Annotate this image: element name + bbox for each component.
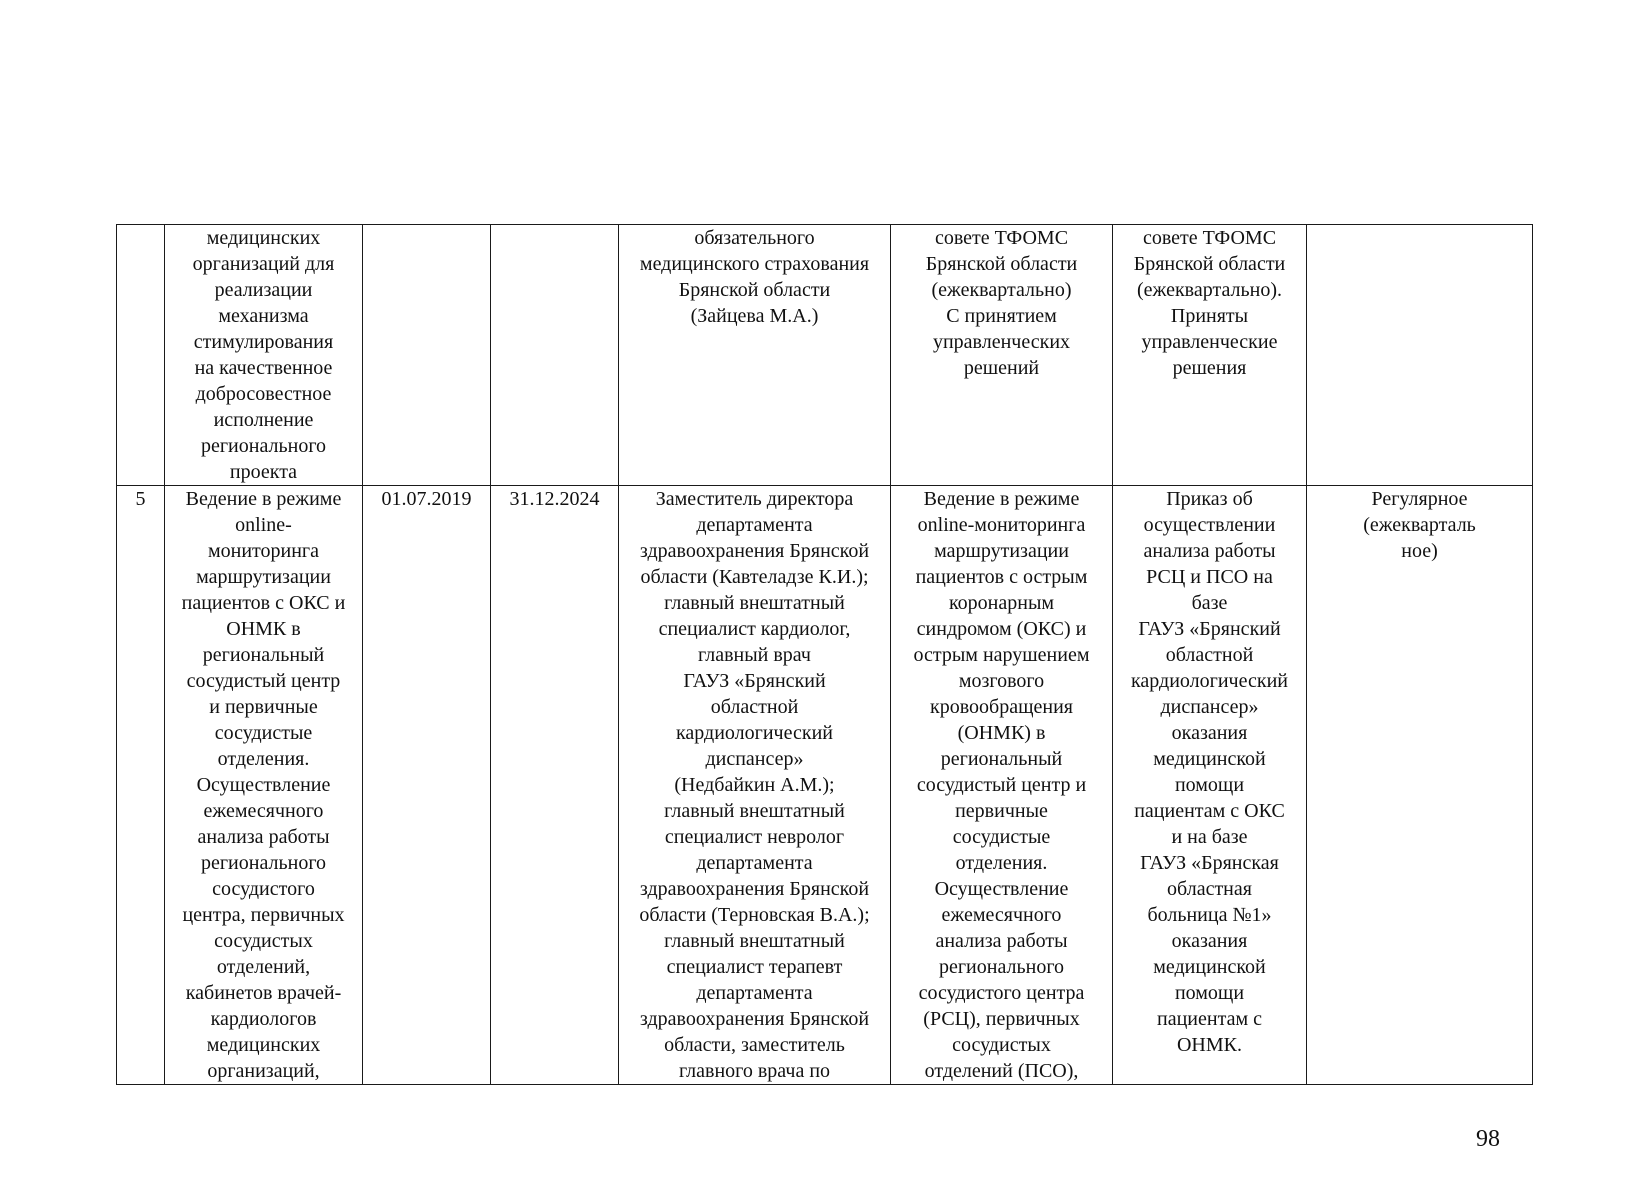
cell-type	[1307, 225, 1533, 486]
cell-number	[117, 225, 165, 486]
cell-event: Ведение в режиме online- мониторинга маршрутизации пациентов с ОКС и ОНМК в региональный сосудистый центр и первичные сосудистые отделения. Осуществление ежемесячного анализа работы регионального сосудистого центра, первичных сосудистых отделений, кабинетов врачей- кардиологов медицинских организаций,	[165, 486, 363, 1085]
cell-responsible: обязательного медицинского страхования Брянской области (Зайцева М.А.)	[619, 225, 891, 486]
cell-result: Приказ об осуществлении анализа работы РСЦ и ПСО на базе ГАУЗ «Брянский областной кардиологический диспансер» оказания медицинской помощи пациентам с ОКС и на базе ГАУЗ «Брянская областная больница №1» оказания медицинской помощи пациентам с ОНМК.	[1113, 486, 1307, 1085]
cell-event: медицинских организаций для реализации механизма стимулирования на качественное добросовестное исполнение регионального проекта	[165, 225, 363, 486]
cell-responsible: Заместитель директора департамента здравоохранения Брянской области (Кавтеладзе К.И.); главный внештатный специалист кардиолог, главный врач ГАУЗ «Брянский областной кардиологический диспансер» (Недбайкин А.М.); главный внештатный специалист невролог департамента здравоохранения Брянской области (Терновская В.А.); главный внештатный специалист терапевт департамента здравоохранения Брянской области, заместитель главного врача по	[619, 486, 891, 1085]
cell-end-date: 31.12.2024	[491, 486, 619, 1085]
table-row-5	[117, 486, 1533, 1085]
cell-start-date	[363, 225, 491, 486]
page-number: 98	[1476, 1126, 1500, 1152]
plan-table	[116, 224, 1533, 1085]
cell-result: совете ТФОМС Брянской области (ежеквартально). Приняты управленческие решения	[1113, 225, 1307, 486]
cell-number: 5	[117, 486, 165, 1085]
cell-characteristic: Ведение в режиме online-мониторинга маршрутизации пациентов с острым коронарным синдромом (ОКС) и острым нарушением мозгового кровообращения (ОНМК) в региональный сосудистый центр и первичные сосудистые отделения. Осуществление ежемесячного анализа работы регионального сосудистого центра (РСЦ), первичных сосудистых отделений (ПСО),	[891, 486, 1113, 1085]
cell-start-date: 01.07.2019	[363, 486, 491, 1085]
cell-end-date	[491, 225, 619, 486]
table-row-continuation	[117, 225, 1533, 486]
cell-characteristic: совете ТФОМС Брянской области (ежеквартально) С принятием управленческих решений	[891, 225, 1113, 486]
cell-type: Регулярное (ежекварталь ное)	[1307, 486, 1533, 1085]
